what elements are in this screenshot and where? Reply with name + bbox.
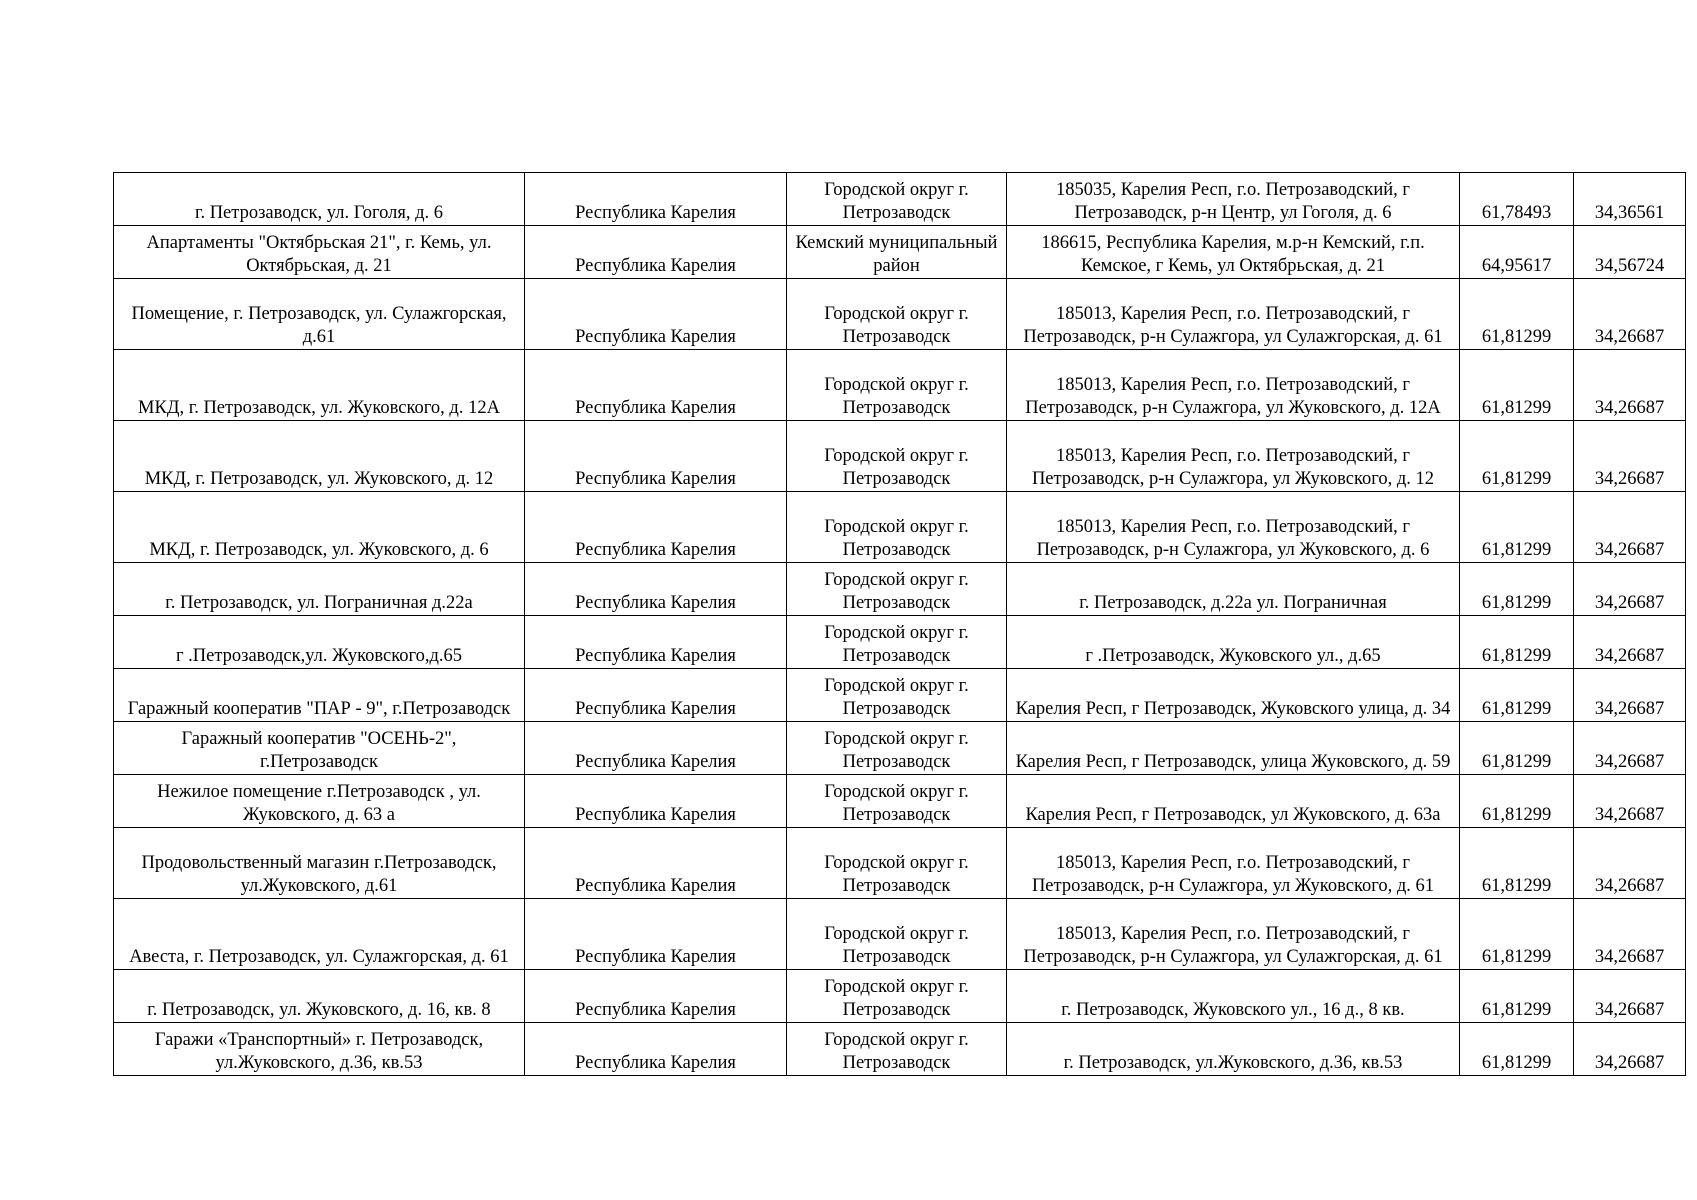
cell-name: г. Петрозаводск, ул. Пограничная д.22а: [114, 563, 525, 616]
cell-district: Городской округ г. Петрозаводск: [787, 828, 1007, 899]
cell-name: МКД, г. Петрозаводск, ул. Жуковского, д. 12А: [114, 350, 525, 421]
cell-region: Республика Карелия: [525, 226, 787, 279]
cell-district: Городской округ г. Петрозаводск: [787, 421, 1007, 492]
table-row: [114, 899, 1686, 970]
table-row: [114, 173, 1686, 226]
table-row: [114, 722, 1686, 775]
cell-name: Авеста, г. Петрозаводск, ул. Сулажгорская, д. 61: [114, 899, 525, 970]
table-row: [114, 226, 1686, 279]
cell-longitude: 34,26687: [1574, 492, 1686, 563]
cell-address: Карелия Респ, г Петрозаводск, ул Жуковского, д. 63а: [1007, 775, 1460, 828]
cell-address: г. Петрозаводск, д.22а ул. Пограничная: [1007, 563, 1460, 616]
table-body: [114, 173, 1686, 1076]
cell-district: Городской округ г. Петрозаводск: [787, 775, 1007, 828]
cell-region: Республика Карелия: [525, 899, 787, 970]
table-row: [114, 350, 1686, 421]
cell-address: 185035, Карелия Респ, г.о. Петрозаводский, г Петрозаводск, р-н Центр, ул Гоголя, д. 6: [1007, 173, 1460, 226]
cell-longitude: 34,26687: [1574, 563, 1686, 616]
cell-region: Республика Карелия: [525, 421, 787, 492]
cell-region: Республика Карелия: [525, 350, 787, 421]
cell-longitude: 34,26687: [1574, 1023, 1686, 1076]
cell-district: Городской округ г. Петрозаводск: [787, 970, 1007, 1023]
table-row: [114, 279, 1686, 350]
address-table: [113, 172, 1686, 1076]
cell-district: Городской округ г. Петрозаводск: [787, 669, 1007, 722]
cell-longitude: 34,26687: [1574, 828, 1686, 899]
cell-region: Республика Карелия: [525, 669, 787, 722]
cell-longitude: 34,26687: [1574, 970, 1686, 1023]
cell-region: Республика Карелия: [525, 173, 787, 226]
cell-region: Республика Карелия: [525, 775, 787, 828]
cell-address: г. Петрозаводск, ул.Жуковского, д.36, кв.53: [1007, 1023, 1460, 1076]
table-row: [114, 1023, 1686, 1076]
cell-name: Продовольственный магазин г.Петрозаводск, ул.Жуковского, д.61: [114, 828, 525, 899]
cell-name: Апартаменты "Октябрьская 21", г. Кемь, ул. Октябрьская, д. 21: [114, 226, 525, 279]
cell-longitude: 34,26687: [1574, 669, 1686, 722]
cell-name: г. Петрозаводск, ул. Жуковского, д. 16, кв. 8: [114, 970, 525, 1023]
cell-longitude: 34,26687: [1574, 616, 1686, 669]
cell-region: Республика Карелия: [525, 279, 787, 350]
cell-longitude: 34,56724: [1574, 226, 1686, 279]
cell-latitude: 64,95617: [1460, 226, 1574, 279]
cell-latitude: 61,78493: [1460, 173, 1574, 226]
cell-address: 185013, Карелия Респ, г.о. Петрозаводский, г Петрозаводск, р-н Сулажгора, ул Сулажгорская, д. 61: [1007, 279, 1460, 350]
table-row: [114, 616, 1686, 669]
cell-name: Помещение, г. Петрозаводск, ул. Сулажгорская, д.61: [114, 279, 525, 350]
cell-region: Республика Карелия: [525, 828, 787, 899]
cell-latitude: 61,81299: [1460, 421, 1574, 492]
cell-address: 185013, Карелия Респ, г.о. Петрозаводский, г Петрозаводск, р-н Сулажгора, ул Жуковского, д. 61: [1007, 828, 1460, 899]
cell-longitude: 34,26687: [1574, 279, 1686, 350]
cell-region: Республика Карелия: [525, 722, 787, 775]
cell-region: Республика Карелия: [525, 1023, 787, 1076]
cell-latitude: 61,81299: [1460, 492, 1574, 563]
cell-address: Карелия Респ, г Петрозаводск, Жуковского улица, д. 34: [1007, 669, 1460, 722]
cell-name: Гаражный кооператив "ОСЕНЬ-2", г.Петрозаводск: [114, 722, 525, 775]
cell-district: Городской округ г. Петрозаводск: [787, 563, 1007, 616]
cell-longitude: 34,26687: [1574, 899, 1686, 970]
table-row: [114, 828, 1686, 899]
cell-longitude: 34,36561: [1574, 173, 1686, 226]
cell-district: Кемский муниципальный район: [787, 226, 1007, 279]
table-row: [114, 970, 1686, 1023]
cell-latitude: 61,81299: [1460, 669, 1574, 722]
cell-latitude: 61,81299: [1460, 828, 1574, 899]
table-row: [114, 421, 1686, 492]
cell-latitude: 61,81299: [1460, 722, 1574, 775]
table-row: [114, 775, 1686, 828]
cell-latitude: 61,81299: [1460, 563, 1574, 616]
cell-latitude: 61,81299: [1460, 279, 1574, 350]
cell-address: 185013, Карелия Респ, г.о. Петрозаводский, г Петрозаводск, р-н Сулажгора, ул Жуковского, д. 12А: [1007, 350, 1460, 421]
cell-name: г .Петрозаводск,ул. Жуковского,д.65: [114, 616, 525, 669]
cell-latitude: 61,81299: [1460, 350, 1574, 421]
cell-region: Республика Карелия: [525, 563, 787, 616]
cell-latitude: 61,81299: [1460, 1023, 1574, 1076]
cell-address: г. Петрозаводск, Жуковского ул., 16 д., 8 кв.: [1007, 970, 1460, 1023]
cell-address: 185013, Карелия Респ, г.о. Петрозаводский, г Петрозаводск, р-н Сулажгора, ул Жуковского, д. 6: [1007, 492, 1460, 563]
cell-name: Нежилое помещение г.Петрозаводск , ул. Жуковского, д. 63 а: [114, 775, 525, 828]
cell-longitude: 34,26687: [1574, 350, 1686, 421]
cell-longitude: 34,26687: [1574, 775, 1686, 828]
cell-address: 185013, Карелия Респ, г.о. Петрозаводский, г Петрозаводск, р-н Сулажгора, ул Жуковского, д. 12: [1007, 421, 1460, 492]
cell-name: г. Петрозаводск, ул. Гоголя, д. 6: [114, 173, 525, 226]
table-row: [114, 669, 1686, 722]
cell-address: Карелия Респ, г Петрозаводск, улица Жуковского, д. 59: [1007, 722, 1460, 775]
cell-district: Городской округ г. Петрозаводск: [787, 722, 1007, 775]
cell-name: Гаражный кооператив "ПАР - 9", г.Петрозаводск: [114, 669, 525, 722]
cell-region: Республика Карелия: [525, 970, 787, 1023]
cell-region: Республика Карелия: [525, 492, 787, 563]
cell-district: Городской округ г. Петрозаводск: [787, 616, 1007, 669]
cell-district: Городской округ г. Петрозаводск: [787, 279, 1007, 350]
cell-latitude: 61,81299: [1460, 899, 1574, 970]
cell-latitude: 61,81299: [1460, 616, 1574, 669]
table-row: [114, 563, 1686, 616]
cell-district: Городской округ г. Петрозаводск: [787, 1023, 1007, 1076]
cell-longitude: 34,26687: [1574, 421, 1686, 492]
cell-district: Городской округ г. Петрозаводск: [787, 492, 1007, 563]
table-row: [114, 492, 1686, 563]
cell-name: Гаражи «Транспортный» г. Петрозаводск, ул.Жуковского, д.36, кв.53: [114, 1023, 525, 1076]
cell-name: МКД, г. Петрозаводск, ул. Жуковского, д. 12: [114, 421, 525, 492]
cell-district: Городской округ г. Петрозаводск: [787, 899, 1007, 970]
cell-address: 185013, Карелия Респ, г.о. Петрозаводский, г Петрозаводск, р-н Сулажгора, ул Сулажгорская, д. 61: [1007, 899, 1460, 970]
cell-address: г .Петрозаводск, Жуковского ул., д.65: [1007, 616, 1460, 669]
cell-latitude: 61,81299: [1460, 775, 1574, 828]
cell-region: Республика Карелия: [525, 616, 787, 669]
cell-district: Городской округ г. Петрозаводск: [787, 173, 1007, 226]
cell-latitude: 61,81299: [1460, 970, 1574, 1023]
cell-name: МКД, г. Петрозаводск, ул. Жуковского, д. 6: [114, 492, 525, 563]
cell-address: 186615, Республика Карелия, м.р-н Кемский, г.п. Кемское, г Кемь, ул Октябрьская, д. 21: [1007, 226, 1460, 279]
cell-longitude: 34,26687: [1574, 722, 1686, 775]
cell-district: Городской округ г. Петрозаводск: [787, 350, 1007, 421]
